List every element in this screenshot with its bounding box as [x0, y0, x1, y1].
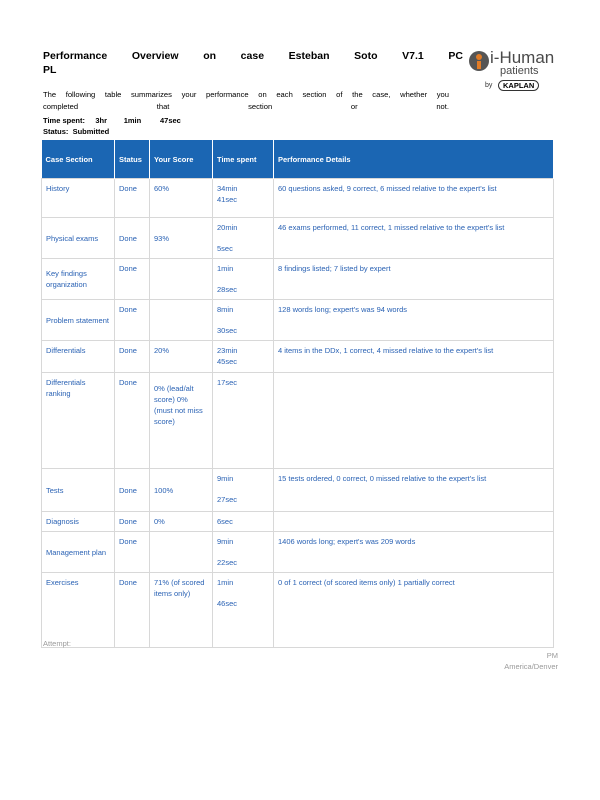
attempt-label: Attempt:: [43, 639, 71, 648]
cell-time: [213, 179, 274, 218]
table-row: [42, 259, 554, 300]
logo-by: by: [485, 82, 493, 89]
time-part-1: 8min: [217, 305, 234, 314]
table-row: [42, 532, 554, 573]
cell-status: Done: [115, 218, 150, 259]
status-line: [43, 127, 109, 136]
cell-score: [150, 259, 213, 300]
table-row: [42, 373, 554, 469]
cell-details: 8 findings listed; 7 listed by expert: [274, 259, 554, 300]
cell-details: 1406 words long; expert's was 209 words: [274, 532, 554, 573]
cell-time: [213, 573, 274, 648]
cell-score: 0% (lead/alt score) 0% (must not miss score): [150, 373, 213, 469]
cell-time: [213, 373, 274, 469]
cell-details: 4 items in the DDx, 1 correct, 4 missed relative to the expert's list: [274, 341, 554, 373]
cell-score: 0%: [150, 512, 213, 532]
header-score: Your Score: [150, 140, 213, 179]
table-row: [42, 179, 554, 218]
cell-score: [150, 300, 213, 341]
footer-pm: PM: [546, 651, 558, 660]
cell-details: 46 exams performed, 11 correct, 1 missed relative to the expert's list: [274, 218, 554, 259]
cell-score: 20%: [150, 341, 213, 373]
cell-score: 71% (of scored items only): [150, 573, 213, 648]
cell-details: 0 of 1 correct (of scored items only) 1 partially correct: [274, 573, 554, 648]
time-part-2: 27sec: [217, 495, 238, 504]
cell-section: Tests: [42, 469, 115, 512]
time-part-2: 5sec: [217, 244, 233, 253]
footer-timezone: America/Denver: [504, 662, 558, 671]
cell-section: History: [42, 179, 115, 218]
cell-time: [213, 341, 274, 373]
cell-status: Done: [115, 179, 150, 218]
cell-score: 60%: [150, 179, 213, 218]
time-spent-label: Time spent:: [43, 116, 85, 125]
kaplan-badge: KAPLAN: [498, 80, 539, 91]
cell-details: 128 words long; expert's was 94 words: [274, 300, 554, 341]
table-row: [42, 573, 554, 648]
cell-score: 100%: [150, 469, 213, 512]
time-part-1: 1min: [217, 264, 234, 273]
logo-line1: i-Human: [490, 48, 555, 67]
table-header-row: [42, 140, 554, 179]
cell-status: Done: [115, 341, 150, 373]
cell-details: [274, 373, 554, 469]
cell-score: [150, 532, 213, 573]
time-part-2: 22sec: [217, 558, 238, 567]
time-part-2: 46sec: [217, 599, 238, 608]
cell-status: Done: [115, 532, 150, 573]
header-time: Time spent: [213, 140, 274, 179]
time-part-1: 6sec: [217, 517, 233, 526]
time-part-1: 34min: [217, 184, 238, 193]
time-minutes: 1min: [123, 116, 142, 125]
header-case-section: Case Section: [42, 140, 115, 179]
time-part-2: 45sec: [217, 357, 238, 366]
time-part-1: 20min: [217, 223, 238, 232]
cell-time: [213, 300, 274, 341]
time-part-1: 1min: [217, 578, 234, 587]
cell-time: [213, 532, 274, 573]
cell-section: Problem statement: [42, 300, 115, 341]
status-label: Status:: [43, 127, 69, 136]
cell-section: Differentials ranking: [42, 373, 115, 469]
cell-section: Diagnosis: [42, 512, 115, 532]
cell-status: Done: [115, 373, 150, 469]
time-part-1: 17sec: [217, 378, 238, 387]
cell-details: 60 questions asked, 9 correct, 6 missed relative to the expert's list: [274, 179, 554, 218]
cell-time: [213, 218, 274, 259]
cell-time: [213, 512, 274, 532]
page-title-continued: PL: [43, 64, 57, 76]
time-spent-line: [43, 116, 181, 125]
cell-section: Exercises: [42, 573, 115, 648]
table-row: [42, 512, 554, 532]
ihuman-logo-icon: [468, 48, 490, 74]
cell-section: Physical exams: [42, 218, 115, 259]
cell-status: Done: [115, 259, 150, 300]
time-part-1: 9min: [217, 474, 234, 483]
cell-status: Done: [115, 469, 150, 512]
header-status: Status: [115, 140, 150, 179]
time-part-2: 41sec: [217, 195, 238, 204]
intro-text: The following table summarizes your performance on each section of the case, whether you completed that section or not.: [43, 90, 449, 111]
cell-time: [213, 259, 274, 300]
header-details: Performance Details: [274, 140, 554, 179]
performance-table: [41, 140, 554, 648]
status-value: Submitted: [72, 127, 110, 136]
cell-details: [274, 512, 554, 532]
cell-section: Key findings organization: [42, 259, 115, 300]
time-part-2: 30sec: [217, 326, 238, 335]
cell-status: Done: [115, 573, 150, 648]
page-title: Performance Overview on case Esteban Soto V7.1 PC: [43, 50, 463, 62]
time-hours: 3hr: [95, 116, 108, 125]
cell-score: 93%: [150, 218, 213, 259]
cell-status: Done: [115, 300, 150, 341]
logo-line2: patients: [500, 65, 539, 77]
time-part-1: 23min: [217, 346, 238, 355]
ihuman-logo: [468, 46, 568, 96]
time-part-1: 9min: [217, 537, 234, 546]
cell-details: 15 tests ordered, 0 correct, 0 missed relative to the expert's list: [274, 469, 554, 512]
table-row: [42, 300, 554, 341]
table-row: [42, 341, 554, 373]
cell-section: Management plan: [42, 532, 115, 573]
table-row: [42, 469, 554, 512]
table-row: [42, 218, 554, 259]
cell-status: Done: [115, 512, 150, 532]
time-part-2: 28sec: [217, 285, 238, 294]
cell-time: [213, 469, 274, 512]
time-seconds: 47sec: [160, 116, 181, 125]
cell-section: Differentials: [42, 341, 115, 373]
